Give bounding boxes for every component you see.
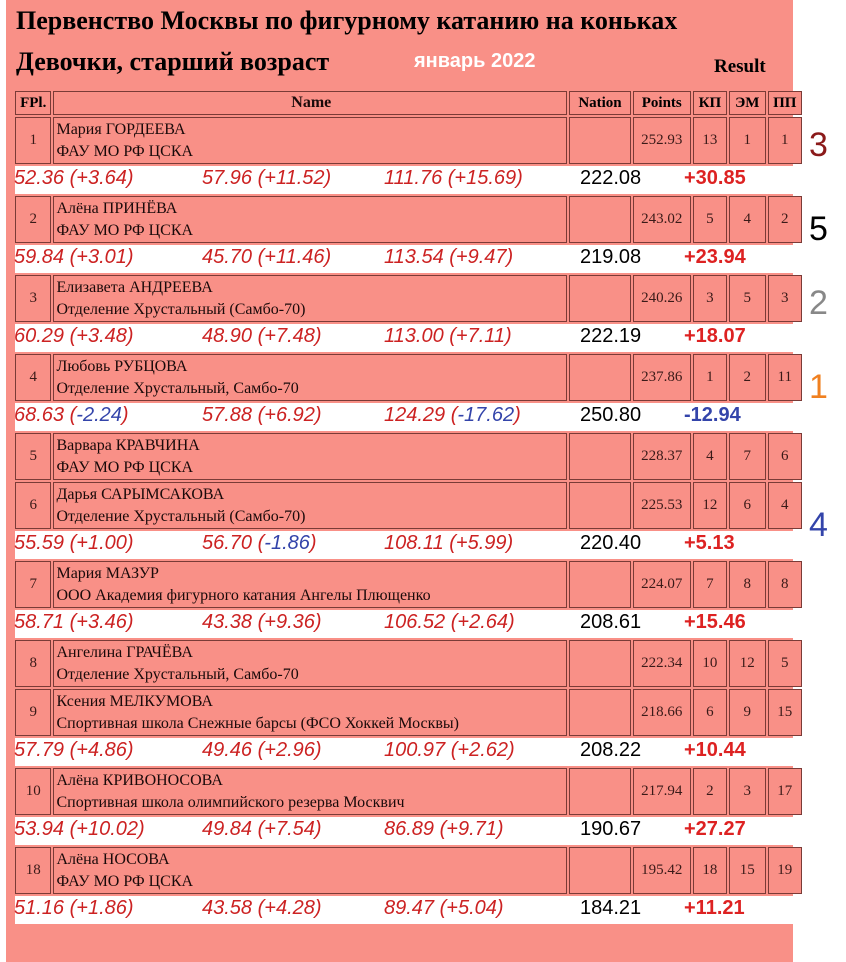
score-2: 56.70 (-1.86) (202, 532, 317, 554)
table-row (15, 196, 802, 243)
total-score: 190.67 (580, 818, 642, 840)
skater-name: Мария ГОРДЕЕВА (56, 120, 186, 138)
nation-cell (569, 640, 631, 687)
pp-cell: 17 (768, 768, 802, 815)
pp-cell: 1 (768, 117, 802, 164)
score-strip-row (15, 896, 802, 924)
em-cell: 9 (729, 689, 765, 736)
delta-2: +11.52 (264, 167, 325, 189)
delta-1: +3.48 (76, 325, 127, 347)
col-name: Name (53, 91, 567, 115)
delta-1: +3.46 (76, 611, 127, 633)
score-3: 100.97 (+2.62) (384, 739, 515, 761)
fpl-cell: 9 (15, 689, 51, 736)
skater-name: Мария МАЗУР (56, 564, 159, 582)
points-cell: 224.07 (633, 561, 691, 608)
points-cell: 225.53 (633, 482, 691, 529)
score-2: 57.88 (+6.92) (202, 404, 322, 426)
name-cell (53, 689, 567, 736)
score-strip-cell (15, 324, 802, 352)
results-body (15, 117, 802, 924)
col-points: Points (633, 91, 691, 115)
pp-cell: 5 (768, 640, 802, 687)
gain-score: +30.85 (684, 167, 746, 189)
nation-cell (569, 561, 631, 608)
place-marker: 3 (809, 126, 828, 164)
delta-2: +4.28 (264, 897, 315, 919)
score-strip-row (15, 245, 802, 273)
table-row (15, 482, 802, 529)
delta-3: +15.69 (454, 167, 517, 189)
score-2: 45.70 (+11.46) (202, 246, 332, 268)
skater-name: Елизавета АНДРЕЕВА (56, 278, 213, 296)
col-kp: КП (693, 91, 727, 115)
gain-score: +10.44 (684, 739, 746, 761)
name-cell (53, 275, 567, 322)
name-cell (53, 847, 567, 894)
skater-club: ФАУ МО РФ ЦСКА (56, 872, 194, 890)
delta-2: +6.92 (264, 404, 315, 426)
score-strip (8, 817, 795, 845)
nation-cell (569, 768, 631, 815)
score-strip-cell (15, 738, 802, 766)
score-strip (8, 245, 795, 273)
skater-club: ФАУ МО РФ ЦСКА (56, 142, 194, 160)
total-score: 208.61 (580, 611, 642, 633)
delta-1: +1.86 (76, 897, 127, 919)
skater-club: Отделение Хрустальный, Самбо-70 (56, 665, 299, 683)
score-1: 68.63 (-2.24) (14, 404, 129, 426)
score-3: 124.29 (-17.62) (384, 404, 521, 426)
pp-cell: 8 (768, 561, 802, 608)
gain-score: -12.94 (684, 404, 741, 426)
score-3: 113.00 (+7.11) (384, 325, 512, 347)
kp-cell: 5 (693, 196, 727, 243)
results-table (13, 89, 804, 926)
delta-3: +2.62 (457, 739, 508, 761)
delta-3: +2.64 (457, 611, 508, 633)
skater-club: Спортивная школа олимпийского резерва Москвич (56, 793, 405, 811)
name-cell (53, 640, 567, 687)
score-3: 106.52 (+2.64) (384, 611, 515, 633)
score-1: 57.79 (+4.86) (14, 739, 134, 761)
gain-score: +15.46 (684, 611, 746, 633)
table-row (15, 275, 802, 322)
col-em: ЭМ (729, 91, 765, 115)
place-marker: 1 (809, 368, 828, 406)
gain-score: +5.13 (684, 532, 735, 554)
delta-1: +4.86 (76, 739, 127, 761)
kp-cell: 18 (693, 847, 727, 894)
score-strip-row (15, 166, 802, 194)
kp-cell: 6 (693, 689, 727, 736)
kp-cell: 4 (693, 433, 727, 480)
total-score: 219.08 (580, 246, 642, 268)
delta-1: +3.01 (76, 246, 127, 268)
pp-cell: 15 (768, 689, 802, 736)
em-cell: 4 (729, 196, 765, 243)
nation-cell (569, 689, 631, 736)
delta-1: -2.24 (76, 404, 122, 426)
total-score: 220.40 (580, 532, 642, 554)
table-row (15, 561, 802, 608)
delta-2: +7.48 (264, 325, 315, 347)
score-1: 59.84 (+3.01) (14, 246, 134, 268)
score-1: 58.71 (+3.46) (14, 611, 134, 633)
em-cell: 7 (729, 433, 765, 480)
pp-cell: 3 (768, 275, 802, 322)
score-2: 43.38 (+9.36) (202, 611, 322, 633)
fpl-cell: 5 (15, 433, 51, 480)
skater-name: Алёна КРИВОНОСОВА (56, 771, 223, 789)
page-title: Первенство Москвы по фигурному катанию на коньках (16, 6, 678, 35)
points-cell: 252.93 (633, 117, 691, 164)
skater-name: Любовь РУБЦОВА (56, 357, 188, 375)
gain-score: +11.21 (684, 897, 745, 919)
delta-3: -17.62 (457, 404, 515, 426)
pp-cell: 11 (768, 354, 802, 401)
score-3: 113.54 (+9.47) (384, 246, 514, 268)
score-2: 48.90 (+7.48) (202, 325, 322, 347)
pp-cell: 19 (768, 847, 802, 894)
score-2: 43.58 (+4.28) (202, 897, 322, 919)
nation-cell (569, 354, 631, 401)
delta-2: +2.96 (264, 739, 315, 761)
table-row (15, 354, 802, 401)
name-cell (53, 117, 567, 164)
score-strip (8, 403, 795, 431)
total-score: 222.08 (580, 167, 642, 189)
results-sheet (6, 0, 797, 962)
delta-3: +9.47 (455, 246, 507, 268)
nation-cell (569, 117, 631, 164)
kp-cell: 1 (693, 354, 727, 401)
nation-cell (569, 275, 631, 322)
pp-cell: 4 (768, 482, 802, 529)
score-2: 57.96 (+11.52) (202, 167, 332, 189)
skater-club: Отделение Хрустальный (Самбо-70) (56, 300, 306, 318)
page-subtitle: Девочки, старший возраст (16, 47, 330, 76)
fpl-cell: 1 (15, 117, 51, 164)
fpl-cell: 7 (15, 561, 51, 608)
score-strip (8, 324, 795, 352)
points-cell: 218.66 (633, 689, 691, 736)
points-cell: 195.42 (633, 847, 691, 894)
skater-club: Отделение Хрустальный, Самбо-70 (56, 379, 299, 397)
name-cell (53, 354, 567, 401)
total-score: 208.22 (580, 739, 642, 761)
skater-name: Алёна ПРИНЁВА (56, 199, 178, 217)
skater-name: Алёна НОСОВА (56, 850, 170, 868)
total-score: 222.19 (580, 325, 642, 347)
score-strip-cell (15, 403, 802, 431)
points-cell: 222.34 (633, 640, 691, 687)
kp-cell: 7 (693, 561, 727, 608)
event-date: январь 2022 (414, 50, 536, 72)
points-cell: 217.94 (633, 768, 691, 815)
table-header-row (15, 91, 802, 115)
nation-cell (569, 433, 631, 480)
fpl-cell: 6 (15, 482, 51, 529)
kp-cell: 3 (693, 275, 727, 322)
name-cell (53, 433, 567, 480)
score-strip-cell (15, 166, 802, 194)
skater-name: Ангелина ГРАЧЁВА (56, 643, 193, 661)
table-row (15, 847, 802, 894)
score-3: 111.76 (+15.69) (384, 167, 523, 189)
skater-club: ФАУ МО РФ ЦСКА (56, 221, 194, 239)
score-3: 86.89 (+9.71) (384, 818, 504, 840)
table-row (15, 117, 802, 164)
fpl-cell: 4 (15, 354, 51, 401)
total-score: 184.21 (580, 897, 642, 919)
delta-1: +10.02 (76, 818, 139, 840)
score-strip (8, 531, 795, 559)
em-cell: 3 (729, 768, 765, 815)
score-strip-row (15, 610, 802, 638)
nation-cell (569, 196, 631, 243)
name-cell (53, 768, 567, 815)
total-score: 250.80 (580, 404, 642, 426)
table-row (15, 433, 802, 480)
points-cell: 237.86 (633, 354, 691, 401)
place-marker: 4 (809, 506, 828, 544)
delta-2: +7.54 (264, 818, 315, 840)
pp-cell: 2 (768, 196, 802, 243)
score-1: 53.94 (+10.02) (14, 818, 145, 840)
fpl-cell: 18 (15, 847, 51, 894)
fpl-cell: 10 (15, 768, 51, 815)
delta-2: -1.86 (264, 532, 310, 554)
score-strip (8, 738, 795, 766)
em-cell: 15 (729, 847, 765, 894)
skater-club: Отделение Хрустальный (Самбо-70) (56, 507, 306, 525)
score-strip-cell (15, 610, 802, 638)
em-cell: 8 (729, 561, 765, 608)
kp-cell: 10 (693, 640, 727, 687)
score-strip-cell (15, 817, 802, 845)
score-3: 108.11 (+5.99) (384, 532, 514, 554)
delta-1: +3.64 (76, 167, 127, 189)
fpl-cell: 8 (15, 640, 51, 687)
points-cell: 240.26 (633, 275, 691, 322)
nation-cell (569, 847, 631, 894)
score-strip (8, 166, 795, 194)
kp-cell: 13 (693, 117, 727, 164)
gain-score: +18.07 (684, 325, 746, 347)
em-cell: 2 (729, 354, 765, 401)
delta-2: +9.36 (264, 611, 315, 633)
skater-name: Ксения МЕЛКУМОВА (56, 692, 213, 710)
skater-club: ФАУ МО РФ ЦСКА (56, 458, 194, 476)
fpl-cell: 3 (15, 275, 51, 322)
skater-name: Варвара КРАВЧИНА (56, 436, 200, 454)
score-1: 55.59 (+1.00) (14, 532, 134, 554)
pp-cell: 6 (768, 433, 802, 480)
em-cell: 1 (729, 117, 765, 164)
col-fpl: FPl. (15, 91, 51, 115)
score-strip-row (15, 738, 802, 766)
score-strip-cell (15, 531, 802, 559)
score-strip (8, 896, 795, 924)
table-row (15, 768, 802, 815)
em-cell: 5 (729, 275, 765, 322)
table-row (15, 689, 802, 736)
points-cell: 228.37 (633, 433, 691, 480)
result-label: Result (714, 56, 766, 77)
score-1: 51.16 (+1.86) (14, 897, 134, 919)
delta-3: +5.04 (446, 897, 497, 919)
skater-name: Дарья САРЫМСАКОВА (56, 485, 225, 503)
delta-3: +5.99 (455, 532, 507, 554)
name-cell (53, 196, 567, 243)
skater-club: ООО Академия фигурного катания Ангелы Плющенко (56, 586, 431, 604)
delta-3: +9.71 (446, 818, 497, 840)
score-3: 89.47 (+5.04) (384, 897, 504, 919)
em-cell: 12 (729, 640, 765, 687)
em-cell: 6 (729, 482, 765, 529)
score-2: 49.84 (+7.54) (202, 818, 322, 840)
score-strip-cell (15, 896, 802, 924)
score-1: 52.36 (+3.64) (14, 167, 134, 189)
place-marker: 2 (809, 284, 828, 322)
score-strip-row (15, 817, 802, 845)
nation-cell (569, 482, 631, 529)
delta-3: +7.11 (455, 325, 506, 347)
delta-1: +1.00 (76, 532, 127, 554)
score-strip-cell (15, 245, 802, 273)
score-strip-row (15, 324, 802, 352)
fpl-cell: 2 (15, 196, 51, 243)
score-strip-row (15, 403, 802, 431)
kp-cell: 12 (693, 482, 727, 529)
score-strip (8, 610, 795, 638)
place-marker: 5 (809, 210, 828, 248)
name-cell (53, 561, 567, 608)
kp-cell: 2 (693, 768, 727, 815)
col-pp: ПП (768, 91, 802, 115)
score-strip-row (15, 531, 802, 559)
skater-club: Спортивная школа Снежные барсы (ФСО Хоккей Москвы) (56, 714, 459, 732)
points-cell: 243.02 (633, 196, 691, 243)
delta-2: +11.46 (264, 246, 325, 268)
gain-score: +23.94 (684, 246, 746, 268)
score-1: 60.29 (+3.48) (14, 325, 134, 347)
score-2: 49.46 (+2.96) (202, 739, 322, 761)
name-cell (53, 482, 567, 529)
gain-score: +27.27 (684, 818, 746, 840)
table-row (15, 640, 802, 687)
col-nation: Nation (569, 91, 631, 115)
